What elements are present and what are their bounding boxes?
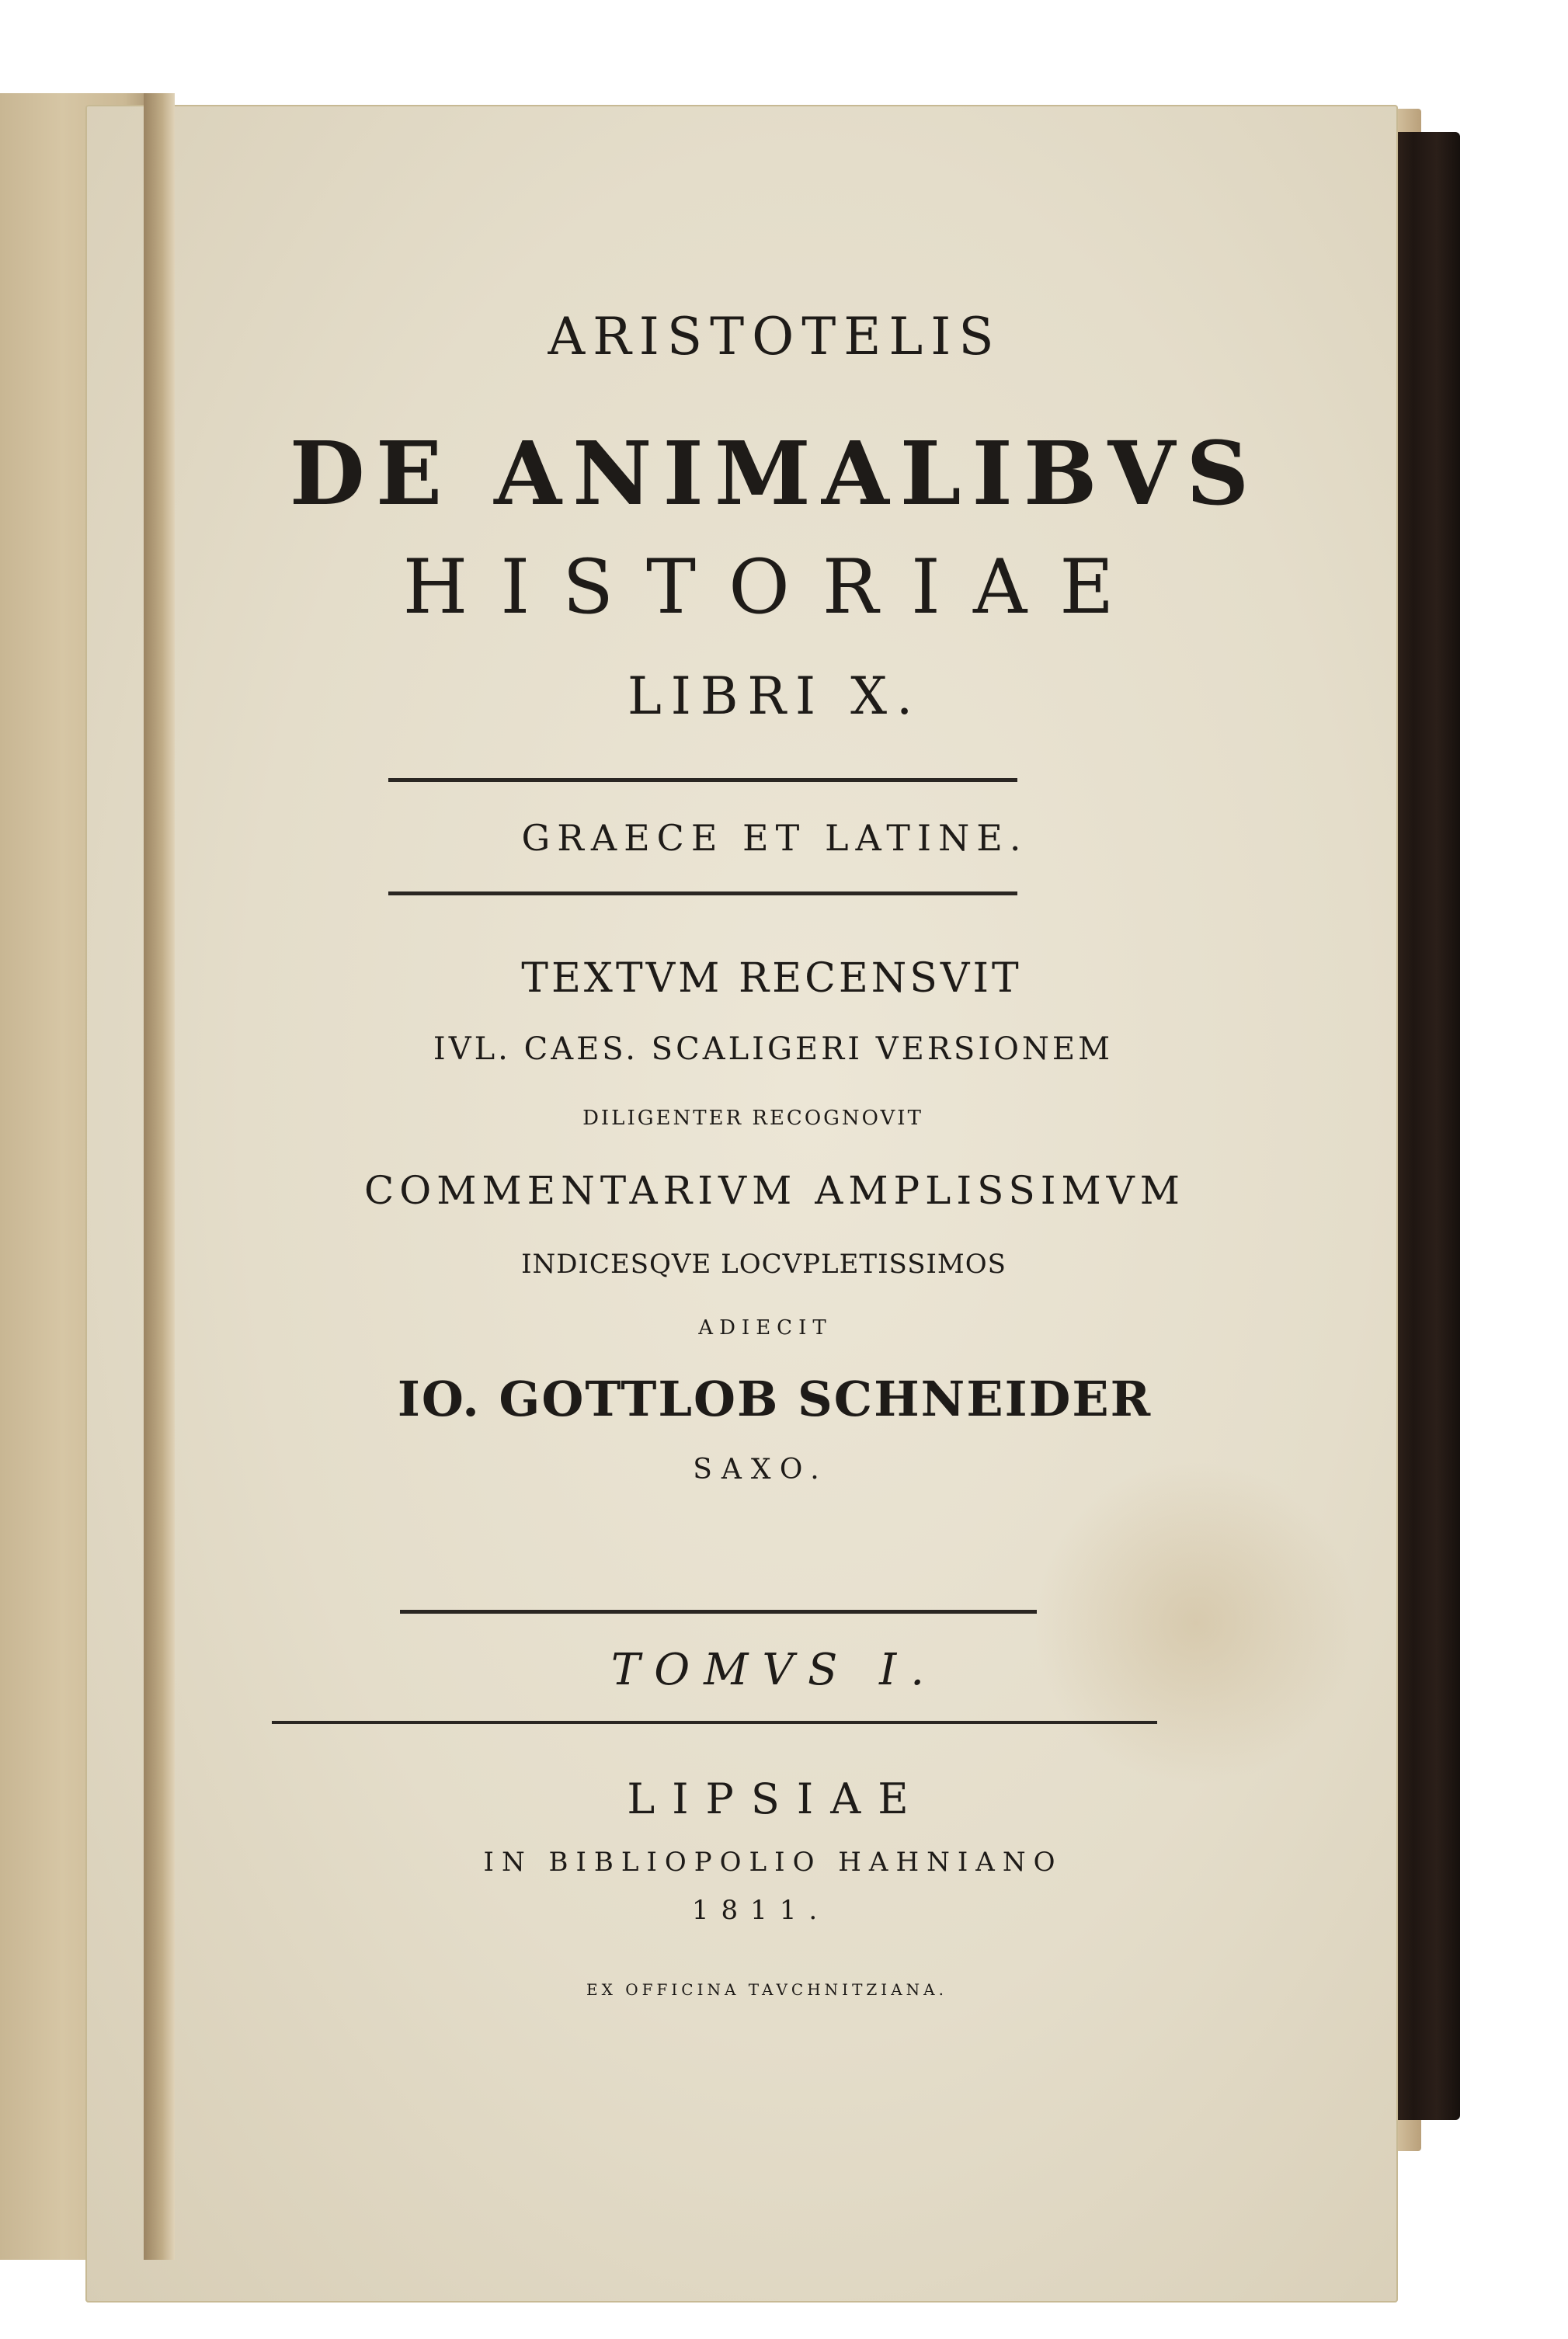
title-line-1: DE ANIMALIBVS bbox=[289, 423, 1260, 525]
editing-line-2: IVL. CAES. SCALIGERI VERSIONEM bbox=[433, 1031, 1114, 1067]
editing-line-6: ADIECIT bbox=[698, 1316, 833, 1340]
imprint-year: 1811. bbox=[691, 1895, 830, 1926]
middle-rule bbox=[388, 891, 1017, 895]
books-count: LIBRI X. bbox=[627, 666, 923, 726]
author-name: ARISTOTELIS bbox=[548, 307, 1002, 367]
editing-line-1: TEXTVM RECENSVIT bbox=[521, 955, 1022, 1002]
imprint-city: LIPSIAE bbox=[627, 1774, 926, 1823]
imprint-rule bbox=[272, 1721, 1157, 1724]
volume-number: TOMVS I. bbox=[610, 1645, 939, 1695]
water-stain bbox=[1033, 1460, 1359, 1786]
lower-rule bbox=[400, 1610, 1037, 1614]
editing-line-3: DILIGENTER RECOGNOVIT bbox=[582, 1107, 923, 1130]
title-line-2: HISTORIAE bbox=[402, 544, 1147, 631]
imprint-publisher: IN BIBLIOPOLIO HAHNIANO bbox=[483, 1847, 1063, 1878]
editing-line-5: INDICESQVE LOCVPLETISSIMOS bbox=[521, 1249, 1007, 1280]
top-rule bbox=[388, 778, 1017, 782]
editing-line-4: COMMENTARIVM AMPLISSIMVM bbox=[364, 1168, 1185, 1213]
editor-origin: SAXO. bbox=[693, 1454, 829, 1486]
editor-name: IO. GOTTLOB SCHNEIDER bbox=[397, 1371, 1153, 1427]
printer-line: EX OFFICINA TAVCHNITZIANA. bbox=[586, 1980, 947, 1999]
languages: GRAECE ET LATINE. bbox=[521, 817, 1028, 859]
